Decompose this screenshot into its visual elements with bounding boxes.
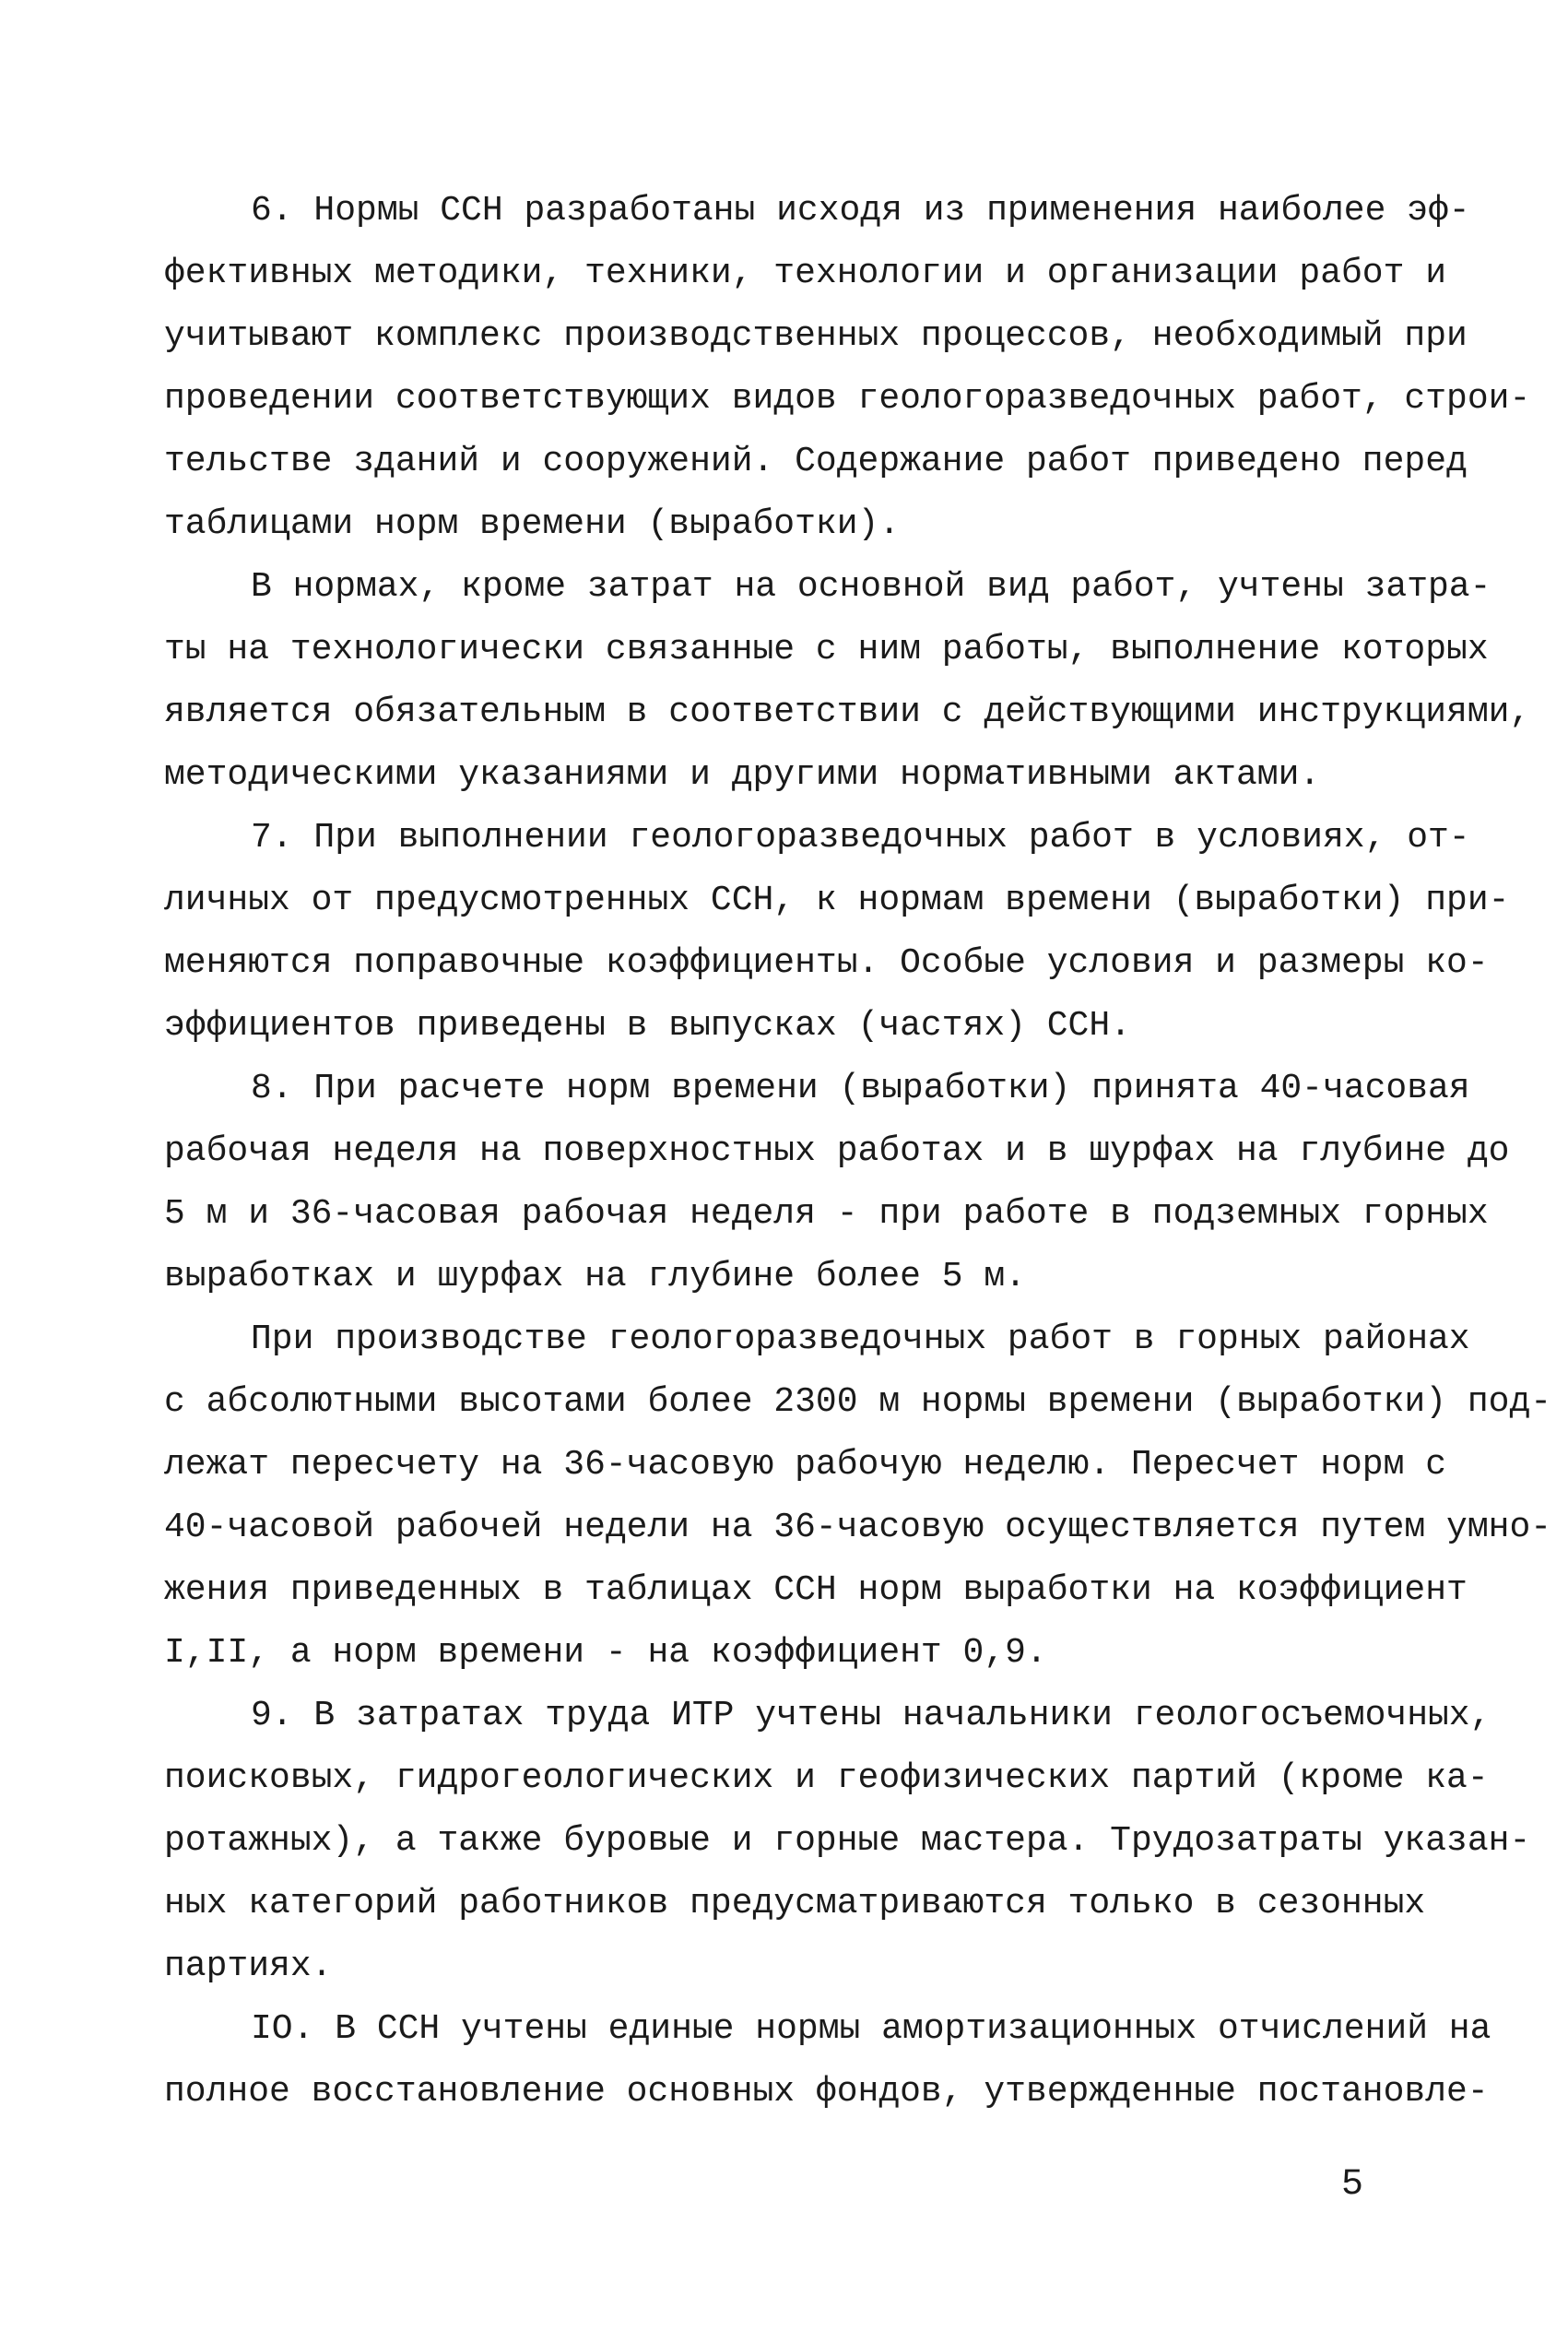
text-line: личных от предусмотренных ССН, к нормам времени (выработки) при-: [164, 881, 1510, 920]
text-line: меняются поправочные коэффициенты. Особые условия и размеры ко-: [164, 943, 1489, 983]
text-line: 8. При расчете норм времени (выработки) принята 40-часовая: [251, 1069, 1470, 1108]
text-line: учитывают комплекс производственных процессов, необходимый при: [164, 316, 1468, 356]
text-line: 5 м и 36-часовая рабочая неделя - при работе в подземных горных: [164, 1194, 1489, 1234]
text-line: тельстве зданий и сооружений. Содержание работ приведено перед: [164, 442, 1468, 481]
text-line: партиях.: [164, 1946, 333, 1986]
text-line: таблицами норм времени (выработки).: [164, 504, 901, 544]
text-line: IO. В ССН учтены единые нормы амортизационных отчислений на: [251, 2009, 1491, 2049]
text-line: поисковых, гидрогеологических и геофизических партий (кроме ка-: [164, 1758, 1489, 1798]
text-line: эффициентов приведены в выпусках (частях) ССН.: [164, 1006, 1131, 1046]
text-line: выработках и шурфах на глубине более 5 м.: [164, 1257, 1026, 1296]
text-line: методическими указаниями и другими нормативными актами.: [164, 755, 1321, 795]
text-line: является обязательным в соответствии с действующими инструкциями,: [164, 692, 1531, 732]
text-line: 6. Нормы ССН разработаны исходя из применения наиболее эф-: [251, 191, 1470, 231]
text-line: ты на технологически связанные с ним работы, выполнение которых: [164, 630, 1489, 669]
text-line: жения приведенных в таблицах ССН норм выработки на коэффициент: [164, 1570, 1468, 1610]
text-line: с абсолютными высотами более 2300 м нормы времени (выработки) под-: [164, 1382, 1552, 1422]
text-line: ротажных), а также буровые и горные мастера. Трудозатраты указан-: [164, 1821, 1531, 1861]
text-line: 9. В затратах труда ИТР учтены начальники геологосъемочных,: [251, 1696, 1491, 1735]
text-line: проведении соответствующих видов геологоразведочных работ, строи-: [164, 379, 1531, 419]
text-line: При производстве геологоразведочных работ в горных районах: [251, 1319, 1470, 1359]
page-number: 5: [1341, 2164, 1364, 2206]
text-line: I,II, а норм времени - на коэффициент 0,9.: [164, 1633, 1047, 1673]
text-line: ных категорий работников предусматриваются только в сезонных: [164, 1884, 1426, 1923]
text-line: рабочая неделя на поверхностных работах и в шурфах на глубине до: [164, 1131, 1510, 1171]
text-line: лежат пересчету на 36-часовую рабочую неделю. Пересчет норм с: [164, 1445, 1447, 1485]
text-line: В нормах, кроме затрат на основной вид работ, учтены затра-: [251, 567, 1491, 607]
text-line: 40-часовой рабочей недели на 36-часовую осуществляется путем умно-: [164, 1508, 1552, 1547]
text-line: фективных методики, техники, технологии и организации работ и: [164, 254, 1447, 293]
text-line: 7. При выполнении геологоразведочных работ в условиях, от-: [251, 818, 1470, 858]
text-line: полное восстановление основных фондов, утвержденные постановле-: [164, 2072, 1489, 2112]
